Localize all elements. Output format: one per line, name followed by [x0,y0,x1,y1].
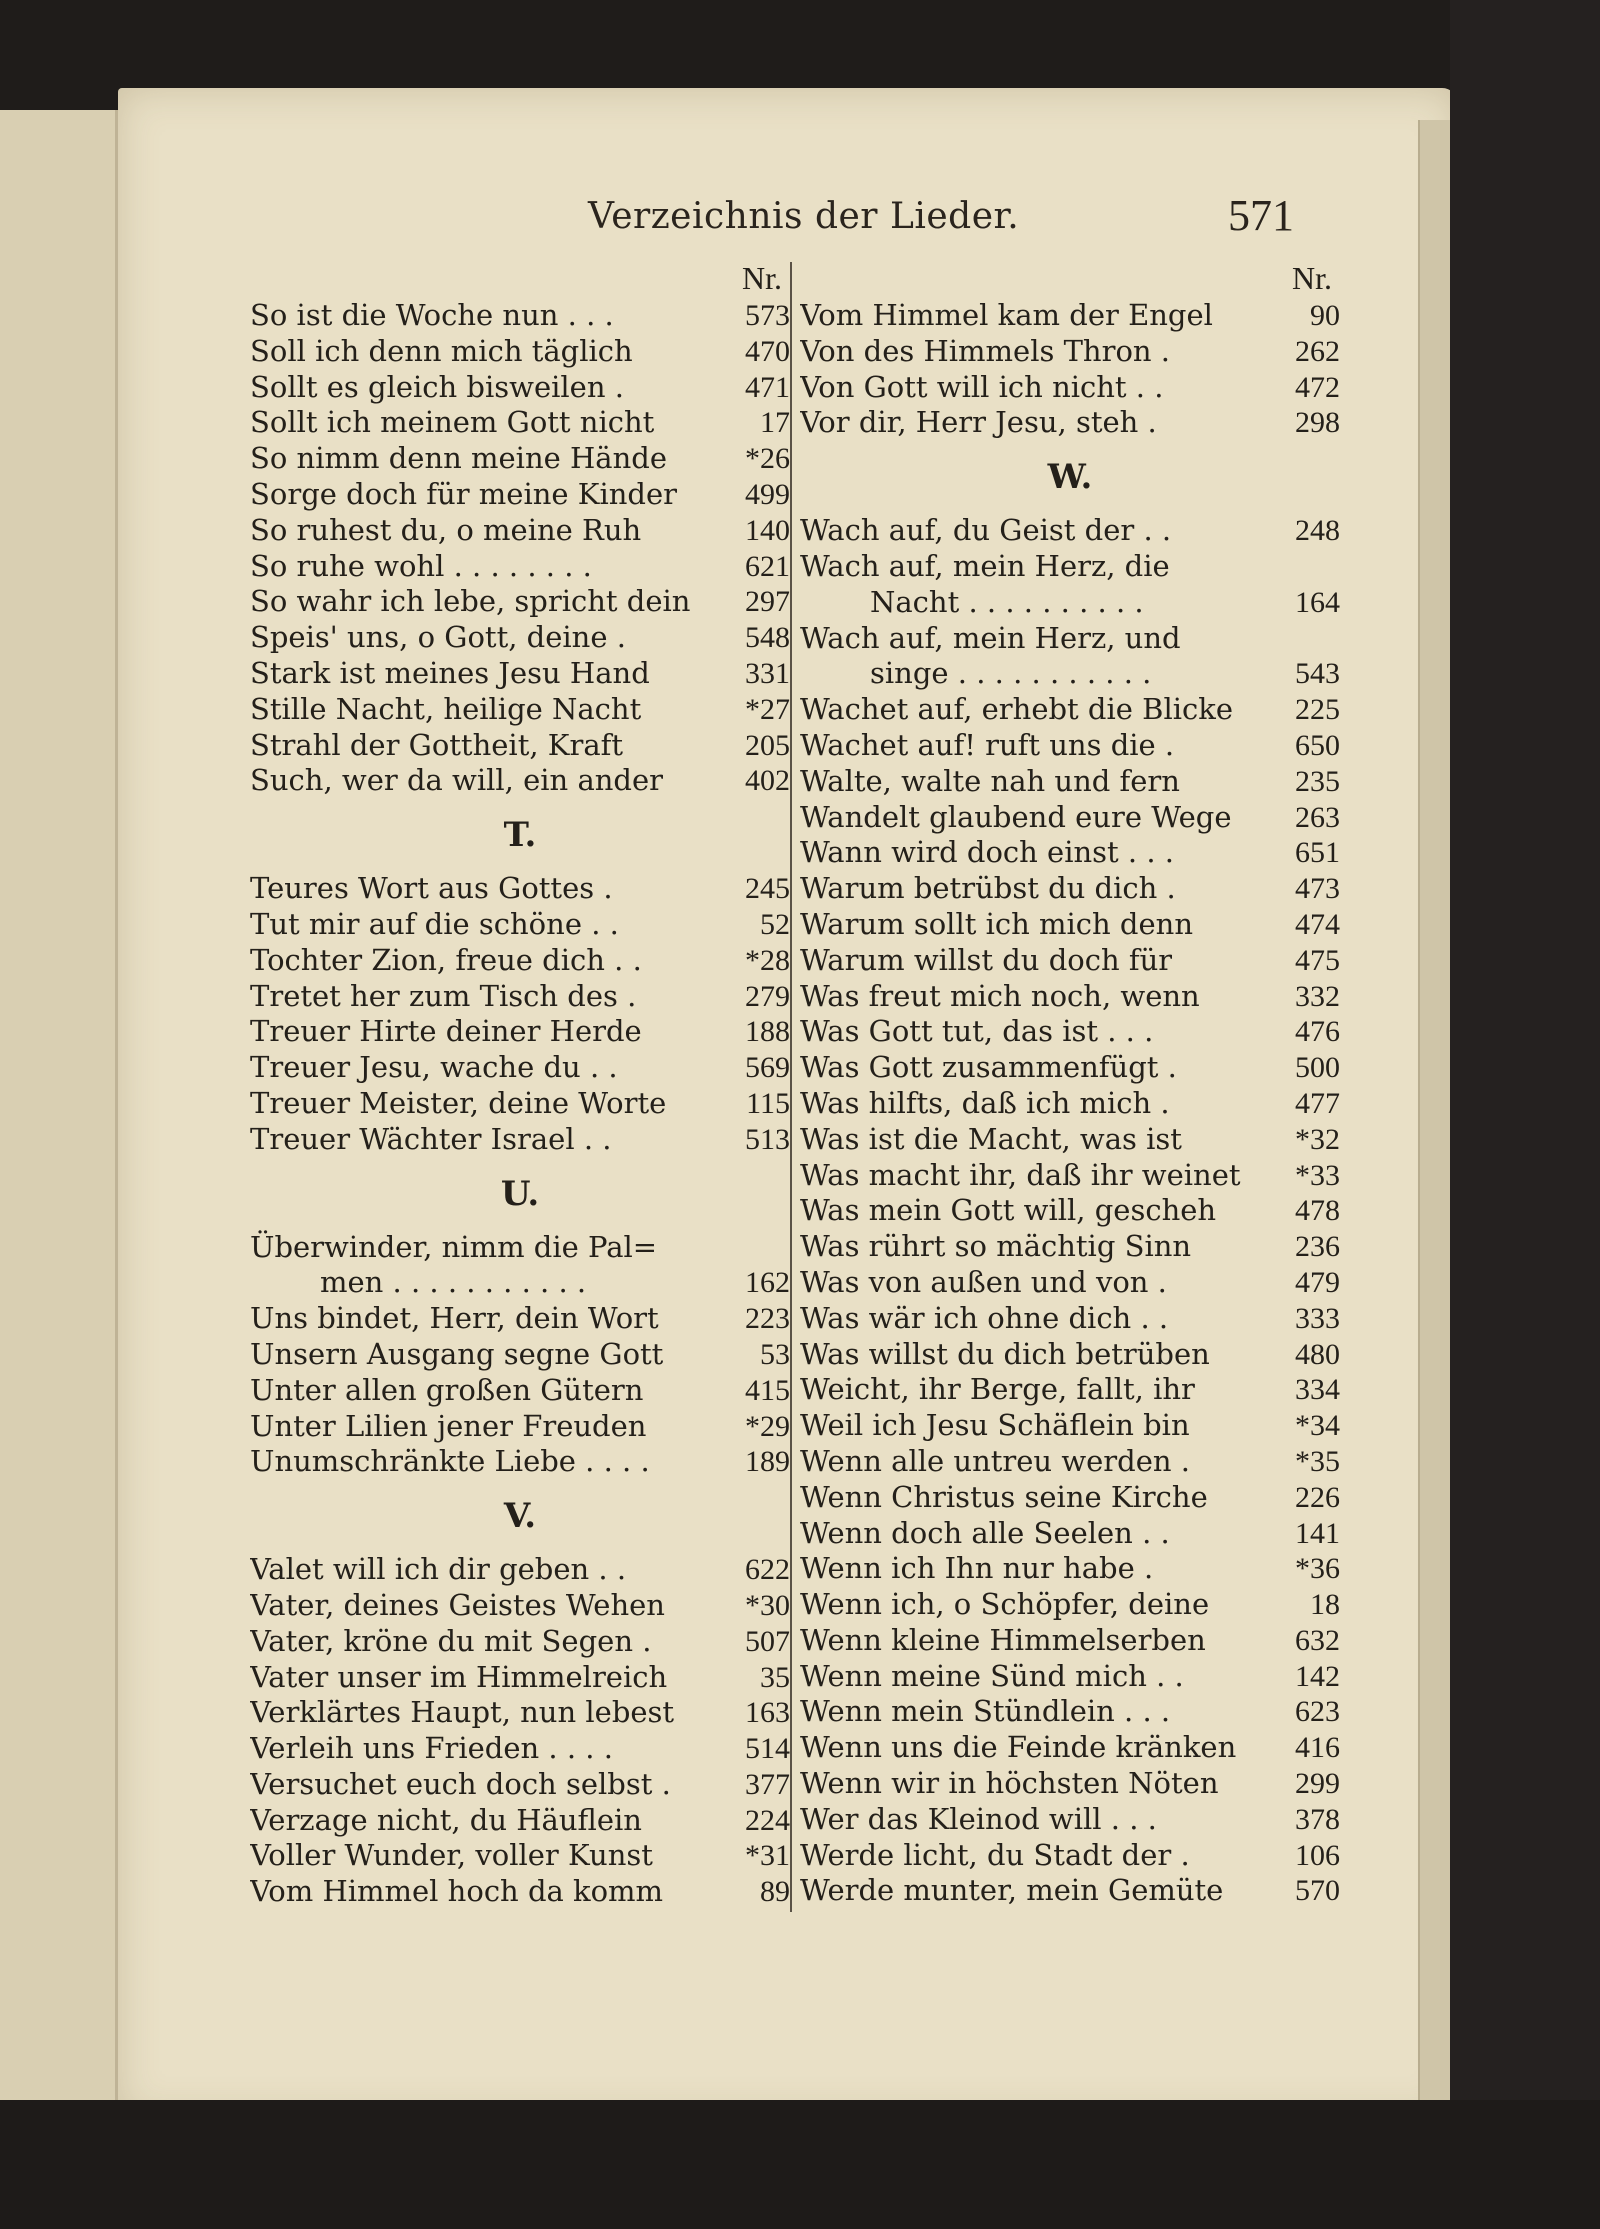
index-entry [800,1408,1340,1444]
index-entry [250,620,790,656]
entry-number: 223 [745,1302,790,1336]
index-entry [250,549,790,585]
entry-number: 18 [1310,1588,1340,1622]
entry-title: Verklärtes Haupt, nun lebest [250,1695,675,1730]
index-entry [800,943,1340,979]
entry-title: Sollt es gleich bisweilen . [250,369,624,404]
entry-title: singe . . . . . . . . . . . [870,656,1152,691]
entry-number: 473 [1295,872,1340,906]
entry-number: *30 [745,1588,790,1622]
entry-title: So ruhest du, o meine Ruh [250,512,642,547]
entry-title: Vater, deines Geistes Wehen [250,1587,665,1622]
entry-title: Valet will ich dir geben . . [250,1552,627,1587]
entry-title: Tut mir auf die schöne . . [250,906,619,941]
entry-title: So ist die Woche nun . . . [250,298,614,332]
entry-title: Soll ich denn mich täglich [250,333,633,368]
index-entry [800,1229,1340,1265]
entry-number: 245 [745,872,790,906]
entry-number: 141 [1295,1516,1340,1550]
entry-number: 224 [745,1803,790,1837]
entry-title: Was hilfts, daß ich mich . [800,1085,1170,1120]
entry-title: Wer das Kleinod will . . . [800,1801,1157,1836]
entry-title: Was wär ich ohne dich . . [800,1300,1169,1335]
index-entry [800,1158,1340,1194]
index-entry [800,1873,1340,1909]
entry-title: So nimm denn meine Hände [250,441,667,476]
entry-number: 297 [745,585,790,619]
entry-title: So wahr ich lebe, spricht dein [250,584,691,619]
entry-title: Warum willst du doch für [800,942,1173,977]
entry-number: 142 [1295,1659,1340,1693]
entry-number: 499 [745,477,790,511]
index-entry-continuation [250,1265,790,1301]
entry-title: Unsern Ausgang segne Gott [250,1336,664,1371]
entry-title: Such, wer da will, ein ander [250,763,664,798]
entry-number: 279 [745,979,790,1013]
entry-title: Was macht ihr, daß ihr weinet [800,1157,1241,1192]
entry-title: Wenn doch alle Seelen . . [800,1515,1170,1550]
entry-title: Was rührt so mächtig Sinn [800,1229,1192,1264]
nr-label: Nr. [1292,260,1332,296]
index-entry [250,871,790,907]
index-entry [250,907,790,943]
entry-title: Wachet auf! ruft uns die . [800,727,1175,762]
entry-number: 162 [745,1266,790,1300]
entry-title: Voller Wunder, voller Kunst [250,1838,653,1873]
entry-number: 415 [745,1373,790,1407]
entry-title: Unter allen großen Gütern [250,1372,644,1407]
entry-title: Wach auf, mein Herz, und [800,620,1181,655]
entry-title: Von des Himmels Thron . [800,333,1171,368]
index-entry [800,334,1340,370]
entry-number: 500 [1295,1051,1340,1085]
entry-title: Stark ist meines Jesu Hand [250,655,650,690]
entry-title: Weicht, ihr Berge, fallt, ihr [800,1372,1195,1407]
entry-title: Wenn Christus seine Kirche [800,1479,1208,1514]
entry-title: Wenn wir in höchsten Nöten [800,1766,1219,1801]
index-entry [800,1337,1340,1373]
index-entry [800,513,1340,549]
index-entry [250,1660,790,1696]
index-entry [250,441,790,477]
index-entry [250,1874,790,1910]
entry-title: Vom Himmel hoch da komm [250,1874,664,1909]
index-entry [800,1551,1340,1587]
section-letter: T. [503,815,537,856]
index-entry [800,1265,1340,1301]
index-entry [250,763,790,799]
index-entry [800,1730,1340,1766]
entry-number: 333 [1295,1301,1340,1335]
entry-number: *31 [745,1839,790,1873]
entry-number: 543 [1295,657,1340,691]
index-entry [250,334,790,370]
entry-title: Wenn kleine Himmelserben [800,1622,1206,1657]
index-entry [800,1766,1340,1802]
entry-title: Treuer Wächter Israel . . [250,1121,612,1156]
nr-label: Nr. [742,260,782,296]
entry-title: Wenn meine Sünd mich . . [800,1658,1184,1693]
entry-number: 331 [745,656,790,690]
index-entry [250,1014,790,1050]
entry-title: Wachet auf, erhebt die Blicke [800,692,1233,727]
entry-number: 52 [760,907,790,941]
index-entry-continuation [800,585,1340,621]
index-group [800,692,1340,1909]
entry-number: 569 [745,1051,790,1085]
running-head: Verzeichnis der Lieder. [588,196,1020,237]
entry-number: 188 [745,1015,790,1049]
entry-title: Wenn mein Stündlein . . . [800,1694,1171,1729]
index-entry [250,1624,790,1660]
index-entry [250,477,790,513]
entry-number: 573 [745,299,790,332]
entry-number: *33 [1295,1158,1340,1192]
entry-number: 17 [760,406,790,440]
book-cover-right [1450,0,1600,2229]
entry-number: 298 [1295,406,1340,440]
entry-title: Treuer Meister, deine Worte [250,1085,667,1120]
index-entry [250,1731,790,1767]
entry-number: *28 [745,943,790,977]
entry-number: 472 [1295,370,1340,404]
entry-number: 378 [1295,1802,1340,1836]
entry-number: 248 [1295,514,1340,548]
entry-title: Was von außen und von . [800,1264,1167,1299]
entry-number: 53 [760,1337,790,1371]
entry-title: Nacht . . . . . . . . . . [870,584,1144,619]
index-entry [250,370,790,406]
entry-number: 334 [1295,1373,1340,1407]
entry-number: *29 [745,1409,790,1443]
entry-title: Wenn ich Ihn nur habe . [800,1551,1154,1586]
entry-number: 89 [760,1875,790,1909]
entry-number: 478 [1295,1194,1340,1228]
entry-title: Unumschränkte Liebe . . . . [250,1444,650,1479]
index-entry [800,1372,1340,1408]
index-entry [800,1659,1340,1695]
entry-title: Uns bindet, Herr, dein Wort [250,1301,659,1336]
entry-title: Werde munter, mein Gemüte [800,1873,1224,1908]
section-letter: U. [500,1173,540,1214]
entry-number: 332 [1295,979,1340,1013]
entry-title: Treuer Jesu, wache du . . [250,1050,618,1085]
entry-number: 470 [745,334,790,368]
entry-title: Vor dir, Herr Jesu, steh . [800,405,1157,440]
index-entry [800,1086,1340,1122]
entry-title: Was ist die Macht, was ist [800,1121,1182,1156]
index-entry [250,1337,790,1373]
entry-number: 548 [745,621,790,655]
entry-number: 226 [1295,1480,1340,1514]
entry-number: 262 [1295,334,1340,368]
entry-number: 106 [1295,1838,1340,1872]
entry-title: Vom Himmel kam der Engel [800,298,1213,332]
index-entry [800,692,1340,728]
index-entry [250,1838,790,1874]
index-entry [800,979,1340,1015]
index-entry [800,298,1340,334]
entry-number: 140 [745,513,790,547]
entry-number: 299 [1295,1767,1340,1801]
entry-number: 622 [745,1553,790,1587]
entry-title: Weil ich Jesu Schäflein bin [800,1408,1190,1443]
index-entry [800,728,1340,764]
entry-number: 164 [1295,585,1340,619]
entry-title: Wandelt glaubend eure Wege [800,799,1232,834]
entry-number: 235 [1295,764,1340,798]
entry-title: Was Gott tut, das ist . . . [800,1014,1154,1049]
entry-title: Speis' uns, o Gott, deine . [250,620,626,655]
index-entry [800,370,1340,406]
book-bottom-edge [0,2100,1600,2229]
index-entry [800,1587,1340,1623]
entry-title: Was willst du dich betrüben [800,1336,1210,1371]
entry-title: Was mein Gott will, gescheh [800,1193,1217,1228]
index-entry [250,1695,790,1731]
entry-title: Wenn alle untreu werden . [800,1443,1191,1478]
entry-title: Tochter Zion, freue dich . . [250,942,642,977]
index-entry [800,549,1340,585]
entry-title: Überwinder, nimm die Pal= [250,1229,658,1264]
entry-number: 402 [745,764,790,798]
entry-number: 225 [1295,693,1340,727]
entry-number: *26 [745,442,790,476]
index-group [800,298,1340,441]
entry-number: 475 [1295,943,1340,977]
index-entry [250,298,790,334]
entry-title: Wann wird doch einst . . . [800,835,1175,870]
index-entry [250,1086,790,1122]
page-number: 571 [1228,191,1294,240]
entry-title: Treuer Hirte deiner Herde [250,1014,642,1049]
index-entry [250,1301,790,1337]
index-entry [250,1230,790,1266]
entry-number: *36 [1295,1552,1340,1586]
page-header [118,191,1458,256]
entry-number: 513 [745,1122,790,1156]
index-group [250,871,790,1157]
index-entry [800,871,1340,907]
entry-title: Vater, kröne du mit Segen . [250,1623,652,1658]
column-divider [790,262,792,1912]
index-entry [800,800,1340,836]
entry-title: Versuchet euch doch selbst . [250,1766,671,1801]
entry-title: Strahl der Gottheit, Kraft [250,727,623,762]
entry-number: 471 [745,370,790,404]
left-page-edge [0,110,121,2120]
entry-number: 514 [745,1732,790,1766]
entry-title: Warum sollt ich mich denn [800,906,1194,941]
entry-number: 651 [1295,836,1340,870]
index-entry [250,405,790,441]
index-entry [250,943,790,979]
entry-number: *32 [1295,1122,1340,1156]
entry-number: 236 [1295,1230,1340,1264]
index-entry [800,1516,1340,1552]
index-entry [800,1301,1340,1337]
index-entry [800,1480,1340,1516]
index-entry [250,1444,790,1480]
index-entry [250,1050,790,1086]
entry-number: 650 [1295,728,1340,762]
entry-title: Teures Wort aus Gottes . [250,871,613,906]
entry-title: Sollt ich meinem Gott nicht [250,405,655,440]
index-entry [250,1552,790,1588]
index-entry [250,728,790,764]
index-entry-continuation [800,656,1340,692]
index-entry [800,405,1340,441]
index-entry [250,1803,790,1839]
entry-title: Was freut mich noch, wenn [800,978,1200,1013]
entry-number: 263 [1295,800,1340,834]
index-entry [800,621,1340,657]
entry-title: Von Gott will ich nicht . . [800,369,1164,404]
entry-title: Was Gott zusammenfügt . [800,1050,1177,1085]
entry-number: 189 [745,1445,790,1479]
entry-number: 35 [760,1660,790,1694]
entry-title: men . . . . . . . . . . . [320,1265,587,1300]
entry-title: Unter Lilien jener Freuden [250,1408,647,1443]
index-entry [800,1122,1340,1158]
entry-number: 480 [1295,1337,1340,1371]
entry-title: Wenn uns die Feinde kränken [800,1730,1237,1765]
entry-number: 477 [1295,1086,1340,1120]
index-group [250,1301,790,1480]
index-group [250,298,790,799]
index-entry [800,1444,1340,1480]
index-entry [250,979,790,1015]
entry-number: 632 [1295,1623,1340,1657]
index-entry [800,764,1340,800]
index-group [250,1552,790,1910]
entry-number: 570 [1295,1874,1340,1908]
index-entry [800,1694,1340,1730]
entry-title: Verzage nicht, du Häuflein [250,1802,642,1837]
entry-title: Wach auf, du Geist der . . [800,513,1172,548]
index-entry [250,1588,790,1624]
section-letter: W. [1047,457,1093,498]
right-column [800,258,1340,1909]
index-entry [250,513,790,549]
index-entry [250,1767,790,1803]
entry-number: 476 [1295,1015,1340,1049]
index-entry [250,1122,790,1158]
index-entry [250,584,790,620]
index-entry [800,1838,1340,1874]
entry-title: Walte, walte nah und fern [800,763,1180,798]
entry-number: 474 [1295,907,1340,941]
entry-title: So ruhe wohl . . . . . . . . [250,548,592,583]
entry-title: Vater unser im Himmelreich [250,1659,668,1694]
entry-number: 205 [745,728,790,762]
entry-number: 377 [745,1767,790,1801]
entry-number: 115 [746,1086,790,1120]
entry-number: *27 [745,692,790,726]
index-entry [250,1409,790,1445]
index-entry [800,1802,1340,1838]
index-entry [800,835,1340,871]
section-letter: V. [503,1496,537,1537]
entry-title: Werde licht, du Stadt der . [800,1837,1190,1872]
index-entry [250,692,790,728]
index-entry [800,907,1340,943]
entry-number: 479 [1295,1265,1340,1299]
entry-title: Verleih uns Frieden . . . . [250,1731,613,1766]
entry-number: *34 [1295,1409,1340,1443]
entry-number: 507 [745,1624,790,1658]
entry-title: Wach auf, mein Herz, die [800,548,1170,583]
index-entry [800,1623,1340,1659]
entry-number: 163 [745,1696,790,1730]
index-entry [250,656,790,692]
entry-number: 623 [1295,1695,1340,1729]
entry-number: 90 [1310,299,1340,332]
entry-title: Stille Nacht, heilige Nacht [250,691,642,726]
index-entry [250,1373,790,1409]
entry-number: 621 [745,549,790,583]
entry-title: Tretet her zum Tisch des . [250,978,637,1013]
index-entry [800,1050,1340,1086]
index-entry [800,1014,1340,1050]
entry-title: Wenn ich, o Schöpfer, deine [800,1587,1210,1622]
entry-number: *35 [1295,1444,1340,1478]
entry-number: 416 [1295,1731,1340,1765]
left-column [250,258,790,1910]
index-entry [800,1193,1340,1229]
entry-title: Sorge doch für meine Kinder [250,476,677,511]
entry-title: Warum betrübst du dich . [800,871,1176,906]
